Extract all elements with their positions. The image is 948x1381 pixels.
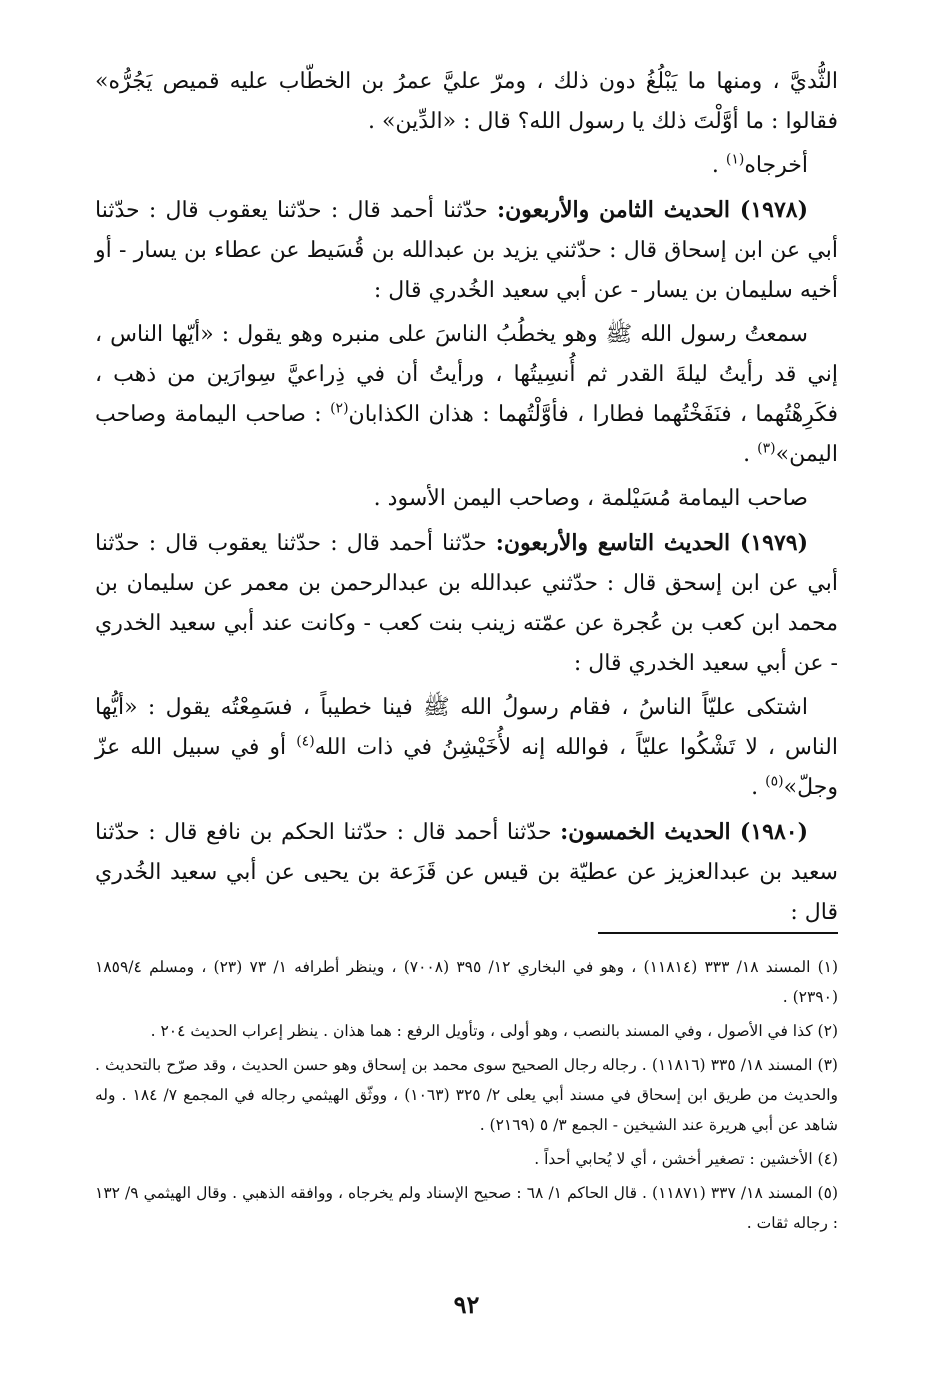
paragraph-source: [95, 146, 838, 186]
hadith-1979-chain: حدّثنا أحمد قال : حدّثنا يعقوب قال : حدّثنا أبي عن ابن إسحق قال : حدّثني عبدالله بن عبدالرحمن بن معمر عن سليمان بن محمد ابن كعب بن عُجرة عن عمّته زينب بنت كعب - وكانت عند أبي سعيد الخدري - عن أبي سعيد الخدري قال :: [95, 531, 838, 676]
hadith-1979-text-end: .: [751, 775, 766, 800]
hadith-1980-label: (١٩٨٠) الحديث الخمسون:: [560, 819, 808, 845]
hadith-1978-comment: صاحب اليمامة مُسَيْلمة ، وصاحب اليمن الأسود .: [373, 486, 808, 511]
hadith-1979-text-b: أو في سبيل الله عزّ وجلّ»: [95, 735, 838, 800]
footnote-ref-3: (٣): [757, 440, 776, 457]
footnote-5: (٥) المسند ١٨/ ٣٣٧ (١١٨٧١) . قال الحاكم ١/ ٦٨ : صحيح الإسناد ولم يخرجاه ، ووافقه الذهبي . وقال الهيثمي ٩/ ١٣٢ : رجاله ثقات .: [95, 1184, 838, 1232]
footnote-4: (٤) الأخشين : تصغير أخشن ، أي لا يُحابي أحداً .: [534, 1150, 838, 1168]
footnote-ref-5: (٥): [765, 773, 784, 790]
hadith-1980-chain: حدّثنا أحمد قال : حدّثنا الحكم بن نافع قال : حدّثنا سعيد بن عبدالعزيز عن عطيّة بن قيس عن قَزَعة بن يحيى عن أبي سعيد الخُدري قال :: [95, 820, 838, 925]
footnotes: [95, 952, 838, 1242]
footnote-divider: [598, 932, 838, 934]
hadith-1978-text-a: سمعتُ رسول الله ﷺ وهو يخطُبُ الناسَ على منبره وهو يقول : «أيّها الناس ، إني قد رأيتُ ليلةَ القدر ثم أُنسِيتُها ، ورأيتُ أن في ذِراعيَّ سِوارَين من ذهب ، فكَرِهْتُهما ، فنَفَخْتُهما فطارا ، فأوَّلْتُهما : هذان الكذابان: [95, 322, 838, 427]
paragraph-1: الثُّديَّ ، ومنها ما يَبْلُغُ دون ذلك ، ومرّ عليَّ عمرُ بن الخطّاب عليه قميص يَجُرُّه» فقالوا : ما أوَّلْتَ ذلك يا رسول الله؟ قال : «الدِّين» .: [95, 69, 838, 134]
hadith-1978-text: [95, 315, 838, 475]
footnote-ref-4: (٤): [296, 733, 315, 750]
footnote-ref-1: (١): [725, 151, 745, 168]
footnote-2: (٢) كذا في الأصول ، وفي المسند بالنصب ، وهو أولى ، وتأويل الرفع : هما هذان . ينظر إعراب الحديث ٢٠٤ .: [150, 1022, 838, 1040]
page-body: [95, 62, 838, 1362]
hadith-1979-label: (١٩٧٩) الحديث التاسع والأربعون:: [495, 530, 808, 556]
hadith-1979-text: [95, 688, 838, 808]
footnote-3: (٣) المسند ١٨/ ٣٣٥ (١١٨١٦) . رجاله رجال الصحيح سوى محمد بن إسحاق وهو حسن الحديث ، وقد صرّح بالتحديث . والحديث من طريق ابن إسحاق في مسند أبي يعلى ٢/ ٣٢٥ (١٠٦٣) ، ووثّق الهيثمي رجاله في المجمع ٧/ ١٨٤ . وله شاهد عن أبي هريرة عند الشيخين - الجمع ٣/ ٥ (٢١٦٩) .: [95, 1056, 838, 1134]
hadith-1979-heading: [95, 523, 838, 684]
hadith-1980-heading: [95, 812, 838, 933]
page-number: ٩٢: [453, 1290, 480, 1319]
hadith-1978-label: (١٩٧٨) الحديث الثامن والأربعون:: [496, 197, 808, 223]
source-end: .: [711, 153, 726, 178]
hadith-1978-heading: [95, 190, 838, 311]
footnote-ref-2: (٢): [330, 400, 349, 417]
hadith-1978-text-b: : صاحب اليمامة وصاحب اليمن»: [95, 402, 838, 467]
footnote-1: (١) المسند ١٨/ ٣٣٣ (١١٨١٤) ، وهو في البخاري ١٢/ ٣٩٥ (٧٠٠٨) ، وينظر أطرافه ١/ ٧٣ (٢٣) ، ومسلم ١٨٥٩/٤ (٢٣٩٠) .: [95, 958, 839, 1006]
hadith-1978-chain: حدّثنا أحمد قال : حدّثنا يعقوب قال : حدّثنا أبي عن ابن إسحاق قال : حدّثني يزيد بن عبدالله بن قُسَيط عن عطاء بن يسار - أو أخيه سليمان بن يسار - عن أبي سعيد الخُدري قال :: [95, 198, 838, 303]
hadith-1979-text-a: اشتكى عليّاً الناسُ ، فقام رسولُ الله ﷺ فينا خطيباً ، فسَمِعْتُه يقول : «أيُّها الناس ، لا تَشْكُوا عليّاً ، فوالله إنه لأُخَيْشِنُ في ذات الله: [95, 695, 838, 760]
hadith-1978-text-end: .: [743, 442, 758, 467]
source-text: أخرجاه: [744, 153, 808, 178]
